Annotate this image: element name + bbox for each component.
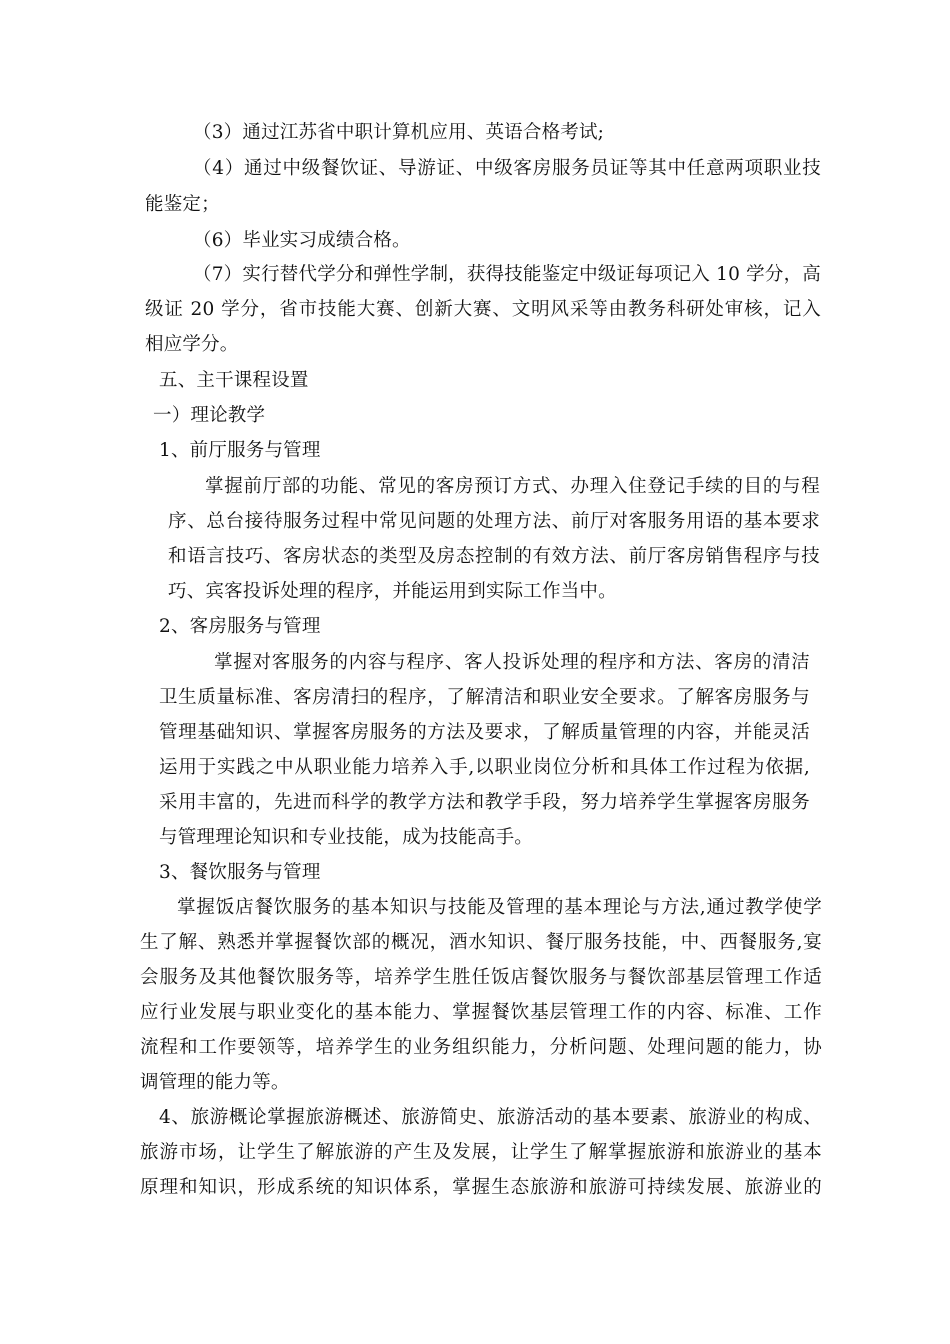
course-1-heading: 1、前厅服务与管理 [159,440,321,461]
course-2-line-1: 掌握对客服务的内容与程序、客人投诉处理的程序和方法、客房的清洁 [214,652,810,673]
course-2-line-6: 与管理理论知识和专业技能，成为技能高手。 [159,827,534,848]
course-2-line-4: 运用于实践之中从职业能力培养入手,以职业岗位分析和具体工作过程为依据, [159,757,810,778]
course-3-heading: 3、餐饮服务与管理 [159,862,321,883]
course-1-line-1: 掌握前厅部的功能、常见的客房预订方式、办理入住登记手续的目的与程 [205,476,820,497]
course-3-line-2: 生了解、熟悉并掌握餐饮部的概况，酒水知识、餐厅服务技能，中、西餐服务,宴 [140,932,822,953]
course-3-line-3: 会服务及其他餐饮服务等，培养学生胜任饭店餐饮服务与餐饮部基层管理工作适 [140,967,822,988]
course-3-line-6: 调管理的能力等。 [140,1072,290,1093]
requirement-item-7-line-1: （7）实行替代学分和弹性学制，获得技能鉴定中级证每项记入 10 学分，高 [193,264,821,285]
course-2-line-5: 采用丰富的，先进而科学的教学方法和教学手段，努力培养学生掌握客房服务 [159,792,810,813]
course-3-line-1: 掌握饭店餐饮服务的基本知识与技能及管理的基本理论与方法,通过教学使学 [177,897,822,918]
requirement-item-4-line-2: 能鉴定； [145,194,220,215]
course-2-line-3: 管理基础知识、掌握客房服务的方法及要求，了解质量管理的内容，并能灵活 [159,722,810,743]
course-2-heading: 2、客房服务与管理 [159,616,321,637]
course-4-line-2: 旅游市场，让学生了解旅游的产生及发展，让学生了解掌握旅游和旅游业的基本 [140,1142,822,1163]
subsection-title: 一）理论教学 [153,405,266,426]
section-title: 五、主干课程设置 [159,370,309,391]
requirement-item-6: （6）毕业实习成绩合格。 [193,230,411,251]
course-1-line-2: 序、总台接待服务过程中常见问题的处理方法、前厅对客服务用语的基本要求 [168,511,820,532]
course-3-line-5: 流程和工作要领等，培养学生的业务组织能力，分析问题、处理问题的能力，协 [140,1037,822,1058]
requirement-item-7-line-2: 级证 20 学分，省市技能大赛、创新大赛、文明风采等由教务科研处审核，记入 [145,299,821,320]
course-1-line-3: 和语言技巧、客房状态的类型及房态控制的有效方法、前厅客房销售程序与技 [168,546,820,567]
course-4-line-1: 4、旅游概论掌握旅游概述、旅游简史、旅游活动的基本要素、旅游业的构成、 [159,1107,822,1128]
requirement-item-4-line-1: （4）通过中级餐饮证、导游证、中级客房服务员证等其中任意两项职业技 [193,158,821,179]
course-4-line-3: 原理和知识，形成系统的知识体系，掌握生态旅游和旅游可持续发展、旅游业的 [140,1177,822,1198]
course-1-line-4: 巧、宾客投诉处理的程序，并能运用到实际工作当中。 [168,581,617,602]
course-3-line-4: 应行业发展与职业变化的基本能力、掌握餐饮基层管理工作的内容、标准、工作 [140,1002,822,1023]
course-2-line-2: 卫生质量标准、客房清扫的程序，了解清洁和职业安全要求。了解客房服务与 [159,687,810,708]
requirement-item-3: （3）通过江苏省中职计算机应用、英语合格考试; [193,122,605,143]
requirement-item-7-line-3: 相应学分。 [145,334,239,355]
